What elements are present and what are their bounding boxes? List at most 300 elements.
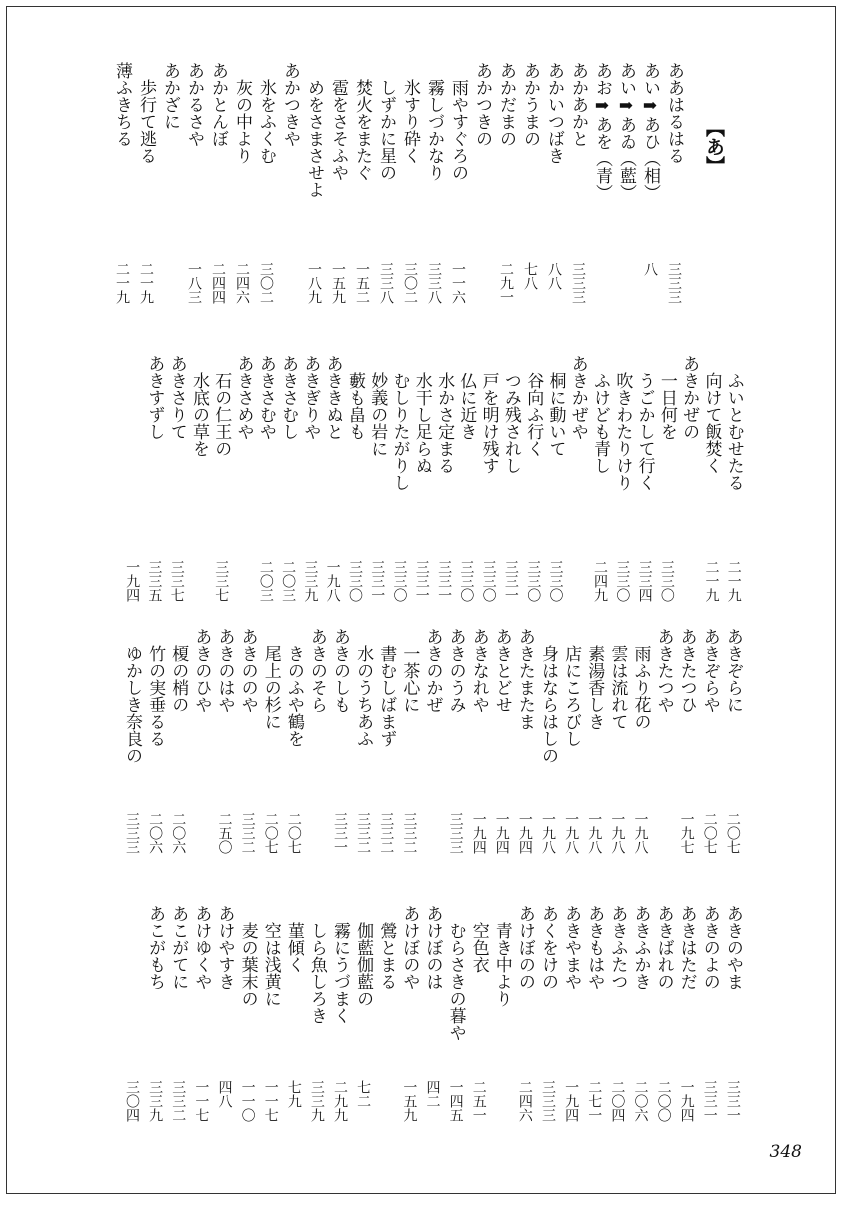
entry-heading: 吹きわたりけり	[612, 372, 633, 491]
index-entry	[675, 905, 698, 1205]
index-entry	[614, 62, 638, 362]
entry-heading: あけぼのは	[422, 905, 443, 990]
index-entry	[499, 355, 521, 655]
entry-page: 三〇二	[258, 262, 274, 304]
index-entry	[698, 628, 721, 928]
index-entry	[206, 62, 230, 362]
entry-heading: 竹の実垂るる	[145, 645, 166, 747]
entry-heading: あきのうみ	[445, 628, 466, 713]
entry-heading: あかあかと	[568, 62, 588, 147]
index-entry	[698, 905, 721, 1205]
index-entry	[536, 628, 559, 928]
entry-heading: しら魚しろき	[306, 922, 327, 1024]
entry-heading: あきふたつ	[607, 905, 628, 990]
entry-heading: あきのはや	[214, 628, 235, 713]
index-entry	[321, 355, 343, 655]
entry-heading: 焚火をまたぐ	[352, 79, 372, 181]
index-band	[62, 62, 686, 362]
entry-heading: 仏に近き	[456, 372, 477, 440]
entry-heading: あきなれや	[468, 628, 489, 713]
index-entry	[559, 628, 582, 928]
index-entry	[182, 62, 206, 362]
entry-heading: 水干し足らぬ	[411, 372, 432, 474]
index-entry	[166, 905, 189, 1205]
entry-heading: めをさまさせよ	[304, 79, 324, 198]
index-entry	[605, 905, 628, 1205]
entry-page: 二〇七	[285, 812, 302, 854]
index-entry	[236, 628, 259, 928]
entry-heading: あかるさや	[184, 62, 204, 147]
entry-page: 七二	[355, 1080, 372, 1108]
entry-heading: 青き中より	[491, 922, 512, 1007]
entry-page: 三三三	[666, 262, 682, 304]
entry-page: 三三〇	[658, 560, 675, 602]
index-entry	[278, 62, 302, 362]
entry-heading: 石の仁王の	[211, 372, 232, 457]
entry-page: 三三二	[378, 812, 395, 854]
entry-heading: つみ残されし	[500, 372, 521, 474]
index-entry	[282, 628, 305, 928]
entry-page: 三〇二	[402, 262, 418, 304]
index-entry	[189, 905, 212, 1205]
index-entry	[282, 905, 305, 1205]
index-entry	[212, 905, 235, 1205]
index-entry	[230, 62, 254, 362]
index-entry	[513, 905, 536, 1205]
entry-heading: あきたつや	[653, 628, 674, 713]
entry-page: 三三一	[502, 560, 519, 602]
index-band	[120, 628, 744, 928]
entry-page: 一九四	[470, 812, 487, 854]
entry-page: 一九八	[586, 812, 603, 854]
entry-page: 三三七	[213, 560, 230, 602]
entry-page: 二〇六	[147, 812, 164, 854]
entry-page: 三三二	[355, 812, 372, 854]
index-entry	[446, 62, 470, 362]
index-entry	[521, 355, 543, 655]
entry-heading: あきのかぜ	[422, 628, 443, 713]
index-entry	[143, 628, 166, 928]
entry-heading: あきののや	[237, 628, 258, 713]
index-entry	[189, 628, 212, 928]
index-entry	[513, 628, 536, 928]
entry-page: 一四五	[447, 1080, 464, 1122]
entry-page: 一一〇	[239, 1080, 256, 1122]
entry-heading: あきとどせ	[491, 628, 512, 713]
entry-page: 二〇四	[609, 1080, 626, 1122]
entry-page: 二〇七	[262, 812, 279, 854]
entry-page: 二一九	[703, 560, 720, 602]
index-entry	[662, 62, 686, 362]
index-band	[120, 905, 744, 1205]
index-entry	[388, 355, 410, 655]
entry-heading: 雲は流れて	[607, 645, 628, 730]
entry-page: 二九九	[332, 1080, 349, 1122]
index-entry	[276, 355, 298, 655]
index-entry	[590, 62, 614, 362]
entry-heading: 氷をふくむ	[256, 79, 276, 164]
entry-page: 一九八	[540, 812, 557, 854]
index-entry	[420, 628, 443, 928]
index-entry	[397, 628, 420, 928]
entry-heading: ああはるはる	[664, 62, 684, 164]
entry-page: 三三一	[701, 1080, 718, 1122]
entry-page: 二〇七	[724, 812, 741, 854]
index-entry	[444, 905, 467, 1205]
entry-page: 二〇六	[170, 812, 187, 854]
index-entry	[143, 905, 166, 1205]
entry-heading: あけやすき	[214, 905, 235, 990]
entry-heading: 雨ふり花の	[630, 645, 651, 730]
entry-page: 三三五	[146, 560, 163, 602]
entry-page: 三三三	[570, 262, 586, 304]
index-entry	[166, 628, 189, 928]
entry-heading: 向けて飯焚く	[701, 372, 722, 474]
entry-heading: あこがてに	[168, 905, 189, 990]
index-entry	[212, 628, 235, 928]
entry-heading: あきかぜの	[679, 355, 700, 440]
entry-page: 三三三	[447, 812, 464, 854]
entry-heading: あきふかき	[630, 905, 651, 990]
entry-heading: 戸を明け残す	[478, 372, 499, 474]
entry-heading: 麦の葉末の	[237, 922, 258, 1007]
section-header: 【あ】	[703, 118, 725, 175]
index-entry	[638, 62, 662, 362]
index-entry	[566, 355, 588, 655]
entry-heading: 尾上の杉に	[260, 645, 281, 730]
index-entry	[582, 905, 605, 1205]
index-entry	[305, 628, 328, 928]
index-entry	[259, 905, 282, 1205]
entry-page: 三三〇	[346, 560, 363, 602]
entry-page: 一一七	[193, 1080, 210, 1122]
index-entry	[432, 355, 454, 655]
entry-page: 二九一	[498, 262, 514, 304]
entry-page: 七八	[522, 262, 538, 290]
entry-heading: あきばれの	[653, 905, 674, 990]
entry-heading: あきぞらや	[699, 628, 720, 713]
entry-heading: 氷すり砕く	[400, 79, 420, 164]
entry-page: 一九四	[493, 812, 510, 854]
entry-page: 一一六	[450, 262, 466, 304]
entry-page: 三三九	[302, 560, 319, 602]
index-entry	[420, 905, 443, 1205]
entry-heading: 書むしばまず	[376, 645, 397, 747]
entry-heading: あきさりて	[166, 355, 187, 440]
entry-page: 二一九	[725, 560, 742, 602]
entry-page: 三三一	[724, 1080, 741, 1122]
index-entry	[236, 905, 259, 1205]
index-entry	[326, 62, 350, 362]
entry-page: 三三二	[170, 1080, 187, 1122]
index-entry	[628, 628, 651, 928]
entry-heading: 霧しづかなり	[424, 79, 444, 181]
index-entry	[518, 62, 542, 362]
index-entry	[142, 355, 164, 655]
entry-page: 三三七	[168, 560, 185, 602]
entry-page: 三三三	[540, 1080, 557, 1122]
entry-heading: ふけども青し	[590, 372, 611, 474]
index-entry	[254, 62, 278, 362]
index-entry	[444, 628, 467, 928]
entry-heading: あきぎりや	[300, 355, 321, 440]
entry-page: 一五九	[330, 262, 346, 304]
entry-heading: しずかに星の	[376, 79, 396, 181]
entry-page: 一九八	[563, 812, 580, 854]
entry-page: 三三八	[426, 262, 442, 304]
entry-heading: あい➡あひ（相）	[640, 62, 660, 201]
entry-heading: あきたまたま	[514, 628, 535, 730]
index-entry	[410, 355, 432, 655]
entry-page: 一五九	[401, 1080, 418, 1122]
entry-heading: あけゆくや	[191, 905, 212, 990]
index-entry	[610, 355, 632, 655]
entry-heading: 榎の梢の	[168, 645, 189, 713]
index-entry	[588, 355, 610, 655]
entry-heading: 灰の中より	[232, 79, 252, 164]
entry-page: 三三二	[401, 812, 418, 854]
entry-heading: あかとんぼ	[208, 62, 228, 147]
entry-heading: あきさめや	[233, 355, 254, 440]
entry-heading: あきぞらに	[722, 628, 743, 713]
index-entry	[351, 628, 374, 928]
entry-page: 七九	[285, 1080, 302, 1108]
entry-page: 三三〇	[480, 560, 497, 602]
entry-page: 一八三	[186, 262, 202, 304]
entry-heading: 空色衣	[468, 922, 489, 973]
index-entry	[298, 355, 320, 655]
index-entry	[165, 355, 187, 655]
entry-heading: きのふや鶴を	[283, 645, 304, 747]
entry-heading: 水底の草を	[188, 372, 209, 457]
index-entry	[628, 905, 651, 1205]
entry-page: 二七一	[586, 1080, 603, 1122]
index-entry	[302, 62, 326, 362]
entry-page: 一九四	[563, 1080, 580, 1122]
entry-heading: 菫傾く	[283, 922, 304, 973]
index-entry	[328, 905, 351, 1205]
entry-page: 一一七	[262, 1080, 279, 1122]
entry-heading: 一日何を	[656, 372, 677, 440]
index-entry	[232, 355, 254, 655]
index-entry	[397, 905, 420, 1205]
entry-heading: あかざに	[160, 62, 180, 130]
entry-page: 一九七	[678, 812, 695, 854]
entry-heading: あけぼのや	[399, 905, 420, 990]
entry-page: 一八九	[306, 262, 322, 304]
entry-heading: 鶯とまる	[376, 922, 397, 990]
index-entry	[652, 905, 675, 1205]
index-entry	[721, 628, 744, 928]
entry-page: 三三九	[308, 1080, 325, 1122]
entry-heading: 店にころびし	[561, 645, 582, 747]
entry-page: 三〇四	[124, 1080, 141, 1122]
entry-heading: 雹をさそふや	[328, 79, 348, 181]
entry-page: 三三一	[369, 560, 386, 602]
index-entry	[470, 62, 494, 362]
entry-page: 二〇〇	[655, 1080, 672, 1122]
index-entry	[398, 62, 422, 362]
entry-page: 一九八	[609, 812, 626, 854]
index-entry	[467, 905, 490, 1205]
entry-page: 三三二	[239, 812, 256, 854]
entry-page: 三三一	[436, 560, 453, 602]
index-entry	[722, 355, 744, 655]
entry-heading: 身はならはしの	[538, 645, 559, 764]
entry-page: 一九四	[516, 812, 533, 854]
index-entry	[374, 628, 397, 928]
entry-heading: あきのよの	[699, 905, 720, 990]
entry-heading: あきはただ	[676, 905, 697, 990]
entry-page: 二〇七	[701, 812, 718, 854]
entry-heading: あきもはや	[584, 905, 605, 990]
entry-heading: 藪も畠も	[344, 372, 365, 440]
entry-heading: あききぬと	[322, 355, 343, 440]
index-entry	[543, 355, 565, 655]
index-entry	[655, 355, 677, 655]
index-entry	[477, 355, 499, 655]
entry-heading: あけぼのの	[514, 905, 535, 990]
entry-page: 一九八	[632, 812, 649, 854]
index-entry	[542, 62, 566, 362]
entry-heading: 雨やすぐろの	[448, 79, 468, 181]
entry-heading: むしりたがりし	[389, 372, 410, 491]
entry-heading: あきすずし	[144, 355, 165, 440]
index-entry	[158, 62, 182, 362]
entry-heading: あかいつばき	[544, 62, 564, 164]
index-entry	[675, 628, 698, 928]
entry-page: 二〇三	[280, 560, 297, 602]
index-entry	[134, 62, 158, 362]
index-entry	[422, 62, 446, 362]
index-entry	[721, 905, 744, 1205]
index-entry	[454, 355, 476, 655]
entry-page: 八八	[546, 262, 562, 290]
entry-page: 二四九	[592, 560, 609, 602]
entry-page: 四八	[216, 1080, 233, 1108]
entry-page: 二〇六	[632, 1080, 649, 1122]
entry-heading: 伽藍伽藍の	[353, 922, 374, 1007]
entry-page: 一九四	[678, 1080, 695, 1122]
index-entry	[110, 62, 134, 362]
entry-heading: あお➡あを（青）	[592, 62, 612, 201]
index-entry	[536, 905, 559, 1205]
index-entry	[350, 62, 374, 362]
entry-page: 三三〇	[525, 560, 542, 602]
index-entry	[209, 355, 231, 655]
entry-heading: 水かさ定まる	[434, 372, 455, 474]
index-entry	[490, 905, 513, 1205]
index-entry	[120, 355, 142, 655]
entry-page: 三三一	[332, 812, 349, 854]
entry-heading: ゆかしき奈良の	[122, 645, 143, 764]
entry-page: 二一九	[114, 262, 130, 304]
index-entry	[467, 628, 490, 928]
entry-page: 二〇三	[257, 560, 274, 602]
entry-page: 三三一	[413, 560, 430, 602]
entry-heading: 素湯香しき	[584, 645, 605, 730]
entry-page: 二一九	[138, 262, 154, 304]
entry-heading: 水のうちあふ	[353, 645, 374, 747]
entry-heading: あこがもち	[145, 905, 166, 990]
index-entry	[652, 628, 675, 928]
entry-heading: あかうまの	[520, 62, 540, 147]
index-entry	[120, 905, 143, 1205]
entry-page: 二四六	[234, 262, 250, 304]
entry-heading: 谷向ふ行く	[523, 372, 544, 457]
index-entry	[633, 355, 655, 655]
index-entry	[494, 62, 518, 362]
entry-heading: 歩行て逃る	[136, 79, 156, 164]
entry-heading: あきさむや	[255, 355, 276, 440]
entry-page: 三三〇	[614, 560, 631, 602]
entry-heading: あい➡あゐ（藍）	[616, 62, 636, 201]
index-entry	[343, 355, 365, 655]
index-entry	[566, 62, 590, 362]
entry-page: 三三九	[147, 1080, 164, 1122]
index-entry	[559, 905, 582, 1205]
index-entry	[374, 905, 397, 1205]
index-entry	[677, 355, 699, 655]
entry-heading: あかつきや	[280, 62, 300, 147]
entry-page: 三三八	[378, 262, 394, 304]
entry-heading: あきのひや	[191, 628, 212, 713]
entry-heading: うごかして行く	[634, 372, 655, 491]
entry-heading: むらさきの暮や	[445, 922, 466, 1041]
entry-heading: 妙義の岩に	[367, 372, 388, 457]
index-entry	[305, 905, 328, 1205]
entry-page: 三三四	[636, 560, 653, 602]
entry-heading: 一茶心に	[399, 645, 420, 713]
entry-page: 三三〇	[391, 560, 408, 602]
entry-page: 三三三	[124, 812, 141, 854]
index-entry	[374, 62, 398, 362]
index-entry	[582, 628, 605, 928]
index-entry	[120, 628, 143, 928]
entry-heading: あくをけの	[538, 905, 559, 990]
index-entry	[259, 628, 282, 928]
entry-page: 四二	[424, 1080, 441, 1108]
entry-heading: ふいとむせたる	[723, 372, 744, 491]
entry-page: 三三〇	[458, 560, 475, 602]
entry-heading: あきかぜや	[567, 355, 588, 440]
entry-heading: 薄ふきちる	[112, 62, 132, 147]
entry-page: 八	[642, 262, 658, 276]
index-band	[120, 355, 744, 655]
entry-heading: 霧にうづまく	[330, 922, 351, 1024]
entry-page: 一九四	[124, 560, 141, 602]
entry-page: 一九八	[324, 560, 341, 602]
index-entry	[699, 355, 721, 655]
entry-page: 三三〇	[547, 560, 564, 602]
entry-page: 二四六	[516, 1080, 533, 1122]
index-entry	[351, 905, 374, 1205]
entry-heading: あきたつひ	[676, 628, 697, 713]
index-entry	[365, 355, 387, 655]
page-number: 348	[769, 1142, 802, 1162]
index-entry	[328, 628, 351, 928]
entry-heading: あかだまの	[496, 62, 516, 147]
index-entry	[605, 628, 628, 928]
entry-heading: あきのしも	[330, 628, 351, 713]
index-entry	[187, 355, 209, 655]
entry-heading: 桐に動いて	[545, 372, 566, 457]
entry-page: 一五二	[354, 262, 370, 304]
entry-page: 二五〇	[216, 812, 233, 854]
index-entry	[490, 628, 513, 928]
index-entry	[254, 355, 276, 655]
entry-heading: あきのやま	[722, 905, 743, 990]
